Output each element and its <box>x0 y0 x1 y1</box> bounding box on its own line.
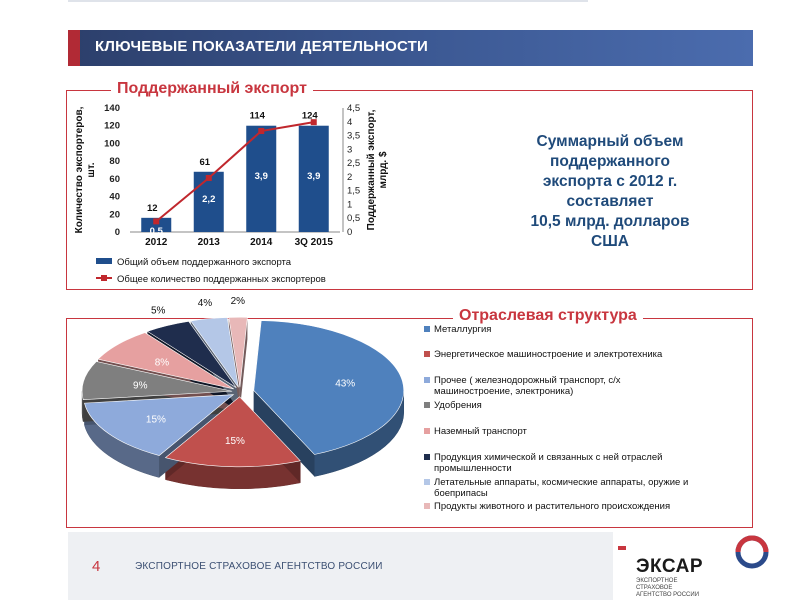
legend-label <box>434 400 482 411</box>
left-axis-label <box>74 106 97 233</box>
legend-bar-label: Общий объем поддержанного экспорта <box>117 257 292 268</box>
right-axis-tick: 3,5 <box>347 130 361 142</box>
left-axis-tick: 140 <box>104 103 120 114</box>
legend-label-line: Наземный транспорт <box>434 426 527 437</box>
summary-line: экспорта с 2012 г. <box>542 173 678 190</box>
left-axis-label-line: Количество экспортеров, <box>74 106 85 234</box>
left-axis-tick: 40 <box>109 191 120 203</box>
right-axis-label <box>366 109 389 230</box>
legend-label-line: Продукты животного и растительного происхождения <box>434 501 671 512</box>
right-axis-tick: 0 <box>347 227 353 238</box>
header-accent <box>68 30 80 66</box>
logo-name: ЭКСАР <box>636 556 704 577</box>
page-number: 4 <box>92 558 101 575</box>
exporters-point <box>258 128 264 134</box>
legend-label-line: Удобрения <box>434 400 482 411</box>
line-value-label: 12 <box>146 202 158 214</box>
x-axis-tick: 2012 <box>145 237 168 248</box>
legend-line-marker <box>101 275 107 281</box>
line-value-label: 61 <box>199 156 211 168</box>
legend-swatch <box>424 503 430 509</box>
footer-agency: ЭКСПОРТНОЕ СТРАХОВОЕ АГЕНТСТВО РОССИИ <box>135 561 383 572</box>
right-axis-label-line: Поддержанный экспорт, <box>366 109 377 231</box>
bar-value-label: 2,2 <box>202 193 216 205</box>
left-axis-tick: 20 <box>109 209 120 221</box>
export-combo-chart <box>72 95 412 295</box>
legend-label-line: Летательные аппараты, космические аппараты, оружие и <box>434 477 689 488</box>
summary-text <box>480 132 740 252</box>
legend-swatch <box>424 479 430 485</box>
right-axis-tick: 1 <box>347 199 353 211</box>
x-axis-tick: 2014 <box>250 237 273 248</box>
summary-line: 10,5 млрд. долларов <box>530 213 690 230</box>
legend-label <box>434 452 662 474</box>
legend-swatch <box>424 326 430 332</box>
left-axis-tick: 0 <box>114 227 120 238</box>
x-axis-tick: 3Q 2015 <box>294 237 333 248</box>
pie-slice-label: 15% <box>145 414 166 426</box>
line-value-label: 124 <box>301 110 318 122</box>
right-axis-tick: 2 <box>347 171 353 183</box>
legend-swatch <box>424 454 430 460</box>
right-axis-tick: 4 <box>347 116 353 128</box>
summary-line: поддержанного <box>550 153 670 170</box>
legend-label-line: Продукция химической и связанных с ней отраслей <box>434 452 663 463</box>
pie-slice-label: 4% <box>197 297 213 309</box>
exporters-point <box>206 175 212 181</box>
sector-pie-chart <box>80 296 410 522</box>
legend-swatch <box>424 428 430 434</box>
summary-line: Суммарный объем <box>536 133 684 150</box>
x-axis-tick: 2013 <box>197 237 220 248</box>
legend-label <box>434 375 621 397</box>
legend-label-line: боеприпасы <box>434 488 488 499</box>
pie-slice-label: 8% <box>154 357 170 369</box>
legend-label <box>434 477 688 499</box>
export-panel-title: Поддержанный экспорт <box>111 80 313 98</box>
bar-value-label: 3,9 <box>254 170 268 182</box>
left-axis-label-line: шт. <box>86 162 97 178</box>
exporters-point <box>153 218 159 224</box>
sector-pie-legend <box>420 322 740 522</box>
exporters-line <box>156 122 314 221</box>
legend-swatch <box>424 351 430 357</box>
legend-label <box>434 349 663 360</box>
pie-slice-label: 5% <box>150 305 166 317</box>
logo-subtitle: ЭКСПОРТНОЕ СТРАХОВОЕ АГЕНТСТВО РОССИИ <box>636 578 700 598</box>
legend-swatch <box>424 402 430 408</box>
line-value-label: 114 <box>249 110 265 122</box>
page-title: КЛЮЧЕВЫЕ ПОКАЗАТЕЛИ ДЕЯТЕЛЬНОСТИ <box>95 38 428 55</box>
legend-label <box>434 324 491 335</box>
summary-line: составляет <box>566 193 654 210</box>
sector-panel-title: Отраслевая структура <box>453 307 643 325</box>
legend-line-label: Общее количество поддержанных экспортеров <box>117 274 326 285</box>
legend-label <box>434 501 670 512</box>
legend-label-line: промышленности <box>434 463 512 474</box>
right-axis-label-line: млрд. $ <box>378 151 389 189</box>
legend-label <box>434 426 528 437</box>
right-axis-tick: 1,5 <box>347 185 361 197</box>
pie-slice-label: 9% <box>133 380 148 392</box>
right-axis-tick: 3 <box>347 144 353 156</box>
legend-label-line: Энергетическое машиностроение и электротехника <box>434 349 663 360</box>
legend-swatch <box>424 377 430 383</box>
legend-label-line: машиностроение, электроника) <box>434 386 574 397</box>
bar-value-label: 0,5 <box>149 225 163 237</box>
summary-line: США <box>591 233 629 250</box>
top-line <box>68 0 588 2</box>
right-axis-tick: 4,5 <box>347 103 361 114</box>
bar-value-label: 3,9 <box>307 170 321 182</box>
left-axis-tick: 100 <box>104 138 120 150</box>
left-axis-tick: 60 <box>109 173 120 185</box>
right-axis-tick: 0,5 <box>347 213 361 225</box>
legend-label-line: Металлургия <box>434 324 492 335</box>
pie-slice-label: 15% <box>224 436 245 448</box>
right-axis-tick: 2,5 <box>347 158 361 170</box>
legend-bar-swatch <box>96 258 112 264</box>
left-axis-tick: 120 <box>104 120 120 132</box>
pie-slice-label: 43% <box>335 378 356 390</box>
legend-label-line: Прочее ( железнодорожный транспорт, с/х <box>434 375 621 386</box>
left-axis-tick: 80 <box>109 156 120 168</box>
pie-slice-label: 2% <box>230 296 246 308</box>
